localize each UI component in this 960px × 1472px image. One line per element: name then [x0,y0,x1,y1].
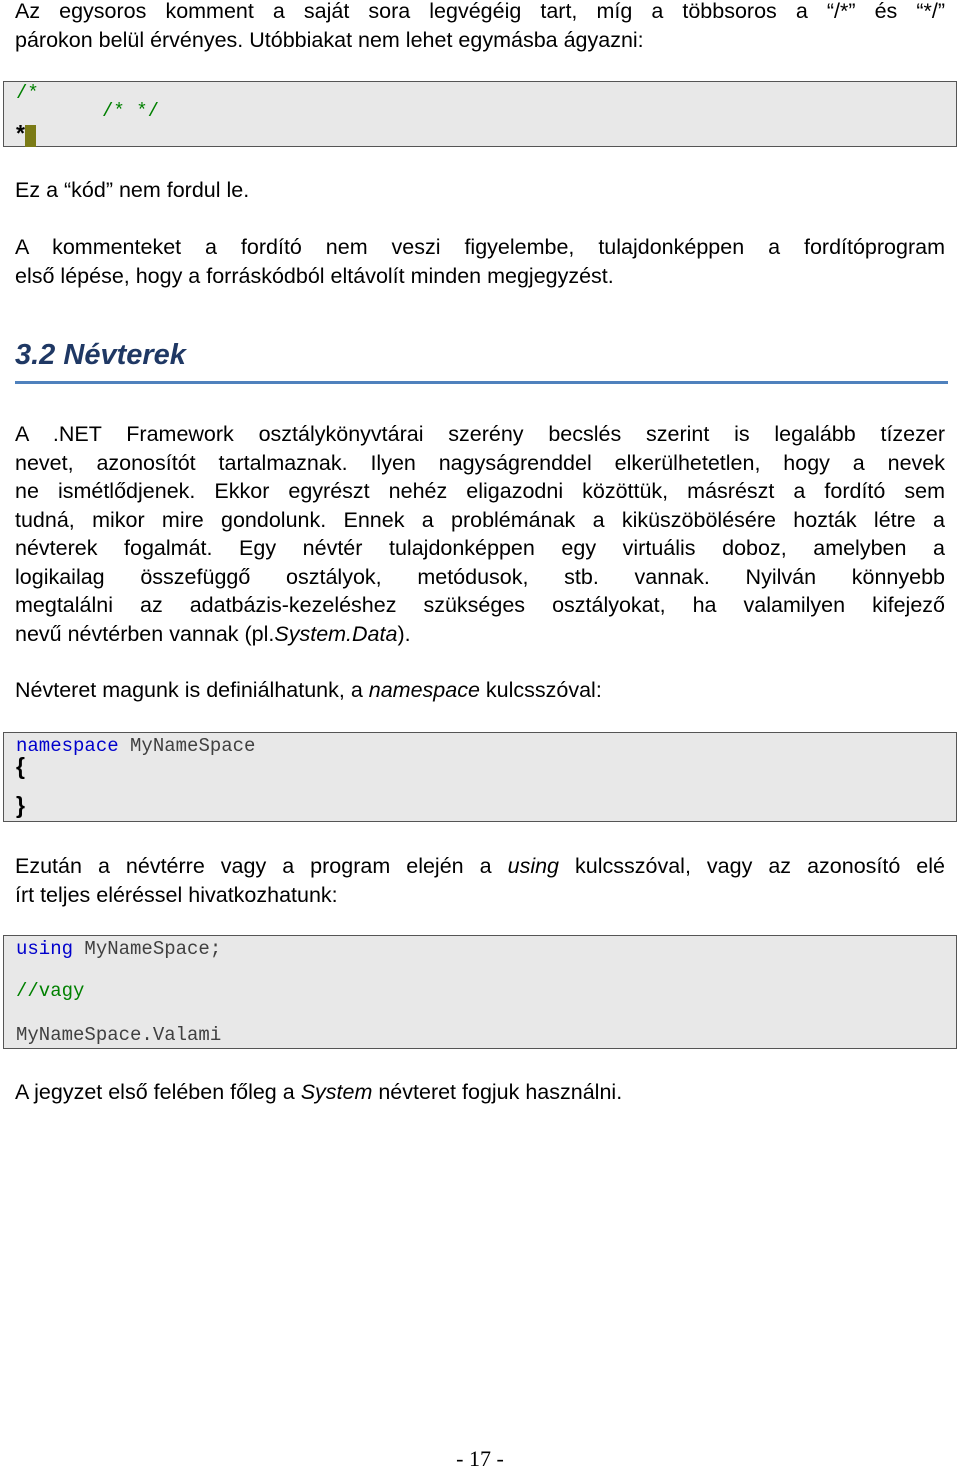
paragraph-comments-intro [15,0,945,54]
text-line: tudná, mikor mire gondolunk. Ennek a problémának a kiküszöbölésére hozták létre a [15,507,945,532]
section-heading: 3.2 Névterek [15,339,186,371]
paragraph-system [15,1078,945,1107]
italic-term: using [507,854,560,878]
italic-term: System.Data [274,621,398,646]
text-line: párokon belül érvényes. Utóbbiakat nem lehet egymásba ágyazni: [15,27,644,52]
text-line: ne ismétlődjenek. Ekkor egyrészt nehéz eligazodni közöttük, másrészt a fordító sem [15,479,945,503]
code-highlight: / [24,125,37,147]
code-comment: //vagy [16,980,85,1002]
code-block-nested-comment [3,81,957,147]
paragraph-comments-ignored [15,233,945,290]
paragraph-using [15,852,945,909]
text-line: első lépése, hogy a forráskódból eltávolít minden megjegyzést. [15,263,614,288]
paragraph-namespaces [15,420,945,648]
code-brace-open: { [16,753,25,779]
text-line: megtalálni az adatbázis-kezeléshez szükséges osztályokat, ha valamilyen kifejező [15,593,945,617]
text-line: nevet, azonosítót tartalmaznak. Ilyen nagyságrenddel elkerülhetetlen, hogy a nevek [15,450,945,475]
code-brace-close: } [16,792,25,818]
code-line [16,735,255,757]
code-line [16,938,221,960]
text-line: Az egysoros komment a saját sora legvégéig tart, míg a többsoros a “/*” és “*/” [15,0,945,23]
text-span: ). [397,621,411,646]
paragraph-no-compile: Ez a “kód” nem fordul le. [15,178,250,202]
text-span: kulcsszóval, vagy az azonosító elé [559,854,946,878]
italic-term: System [300,1080,373,1104]
text-span: Névteret magunk is definiálhatunk, a [15,678,369,702]
code-line: MyNameSpace.Valami [16,1024,222,1046]
text-line: A kommenteket a fordító nem veszi figyelembe, tulajdonképpen a fordítóprogram [15,235,945,259]
text-span: nevű névtérben vannak (pl. [15,621,275,646]
text-line: névterek fogalmát. Egy névtér tulajdonképpen egy virtuális doboz, amelyben a [15,536,945,560]
code-line: /* */ [102,100,160,122]
text-line [15,620,945,649]
text-span: A jegyzet első felében főleg a [15,1080,301,1104]
text-span: kulcsszóval: [479,678,602,702]
code-star: * [16,120,25,146]
text-line: logikailag összefüggő osztályok, metódusok, stb. vannak. Nyilván könnyebb [15,564,945,589]
text-line [15,852,945,881]
text-line: írt teljes eléréssel hivatkozhatunk: [15,882,338,907]
code-block-namespace [3,732,957,822]
text-span: Ezután a névtérre vagy a program elején a [15,854,508,878]
code-identifier: MyNameSpace [118,735,256,757]
italic-term: namespace [368,678,480,702]
code-line: /* [16,82,39,104]
code-identifier: MyNameSpace; [73,938,222,960]
text-line: A .NET Framework osztálykönyvtárai szerény becslés szerint is legalább tízezer [15,422,945,446]
page-number: - 17 - [456,1446,504,1471]
heading-rule [15,381,948,384]
text-span: névteret fogjuk használni. [372,1080,623,1104]
code-line [16,120,36,147]
code-keyword: using [16,938,74,960]
paragraph-define-namespace [15,676,945,705]
code-keyword: namespace [16,735,119,757]
code-block-using [3,935,957,1049]
